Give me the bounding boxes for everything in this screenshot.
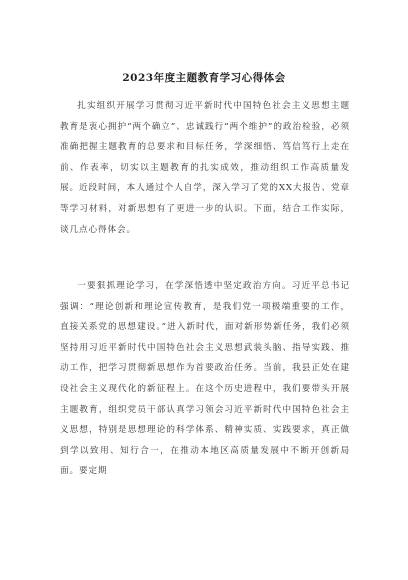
document-title: 2023年度主题教育学习心得体会 [122, 72, 286, 84]
body-paragraph-1: 扎实组织开展学习贯彻习近平新时代中国特色社会主义思想主题教育是衷心拥护“两个确立”、忠诚践行“两个维护”的政治检验，必须准确把握主题教育的总要求和目标任务，学深细悟、笃信笃行上走在前、作表率，切实以主题教育的扎实成效，推动组织工作高质量发展。近段时间，本人通过个人自学，深入学习了党的XX大报告、党章等学习材料，对新思想有了更进一步的认识。下面，结合工作实际，谈几点心得体会。 [60, 101, 350, 235]
body-paragraph-2: 一要狠抓理论学习，在学深悟透中坚定政治方向。习近平总书记强调：“理论创新和理论宣传教育，是我们党一项极端重要的工作，直接关系党的思想建设。”进入新时代，面对新形势新任务，我们必须坚持用习近平新时代中国特色社会主义思想武装头脑、指导实践、推动工作，把学习贯彻新思想作为首要政治任务。当前，我县正处在建设社会主义现代化的新征程上。在这个历史进程中，我们要带头开展主题教育，组织党员干部认真学习领会习近平新时代中国特色社会主义思想，特别是思想理论的科学体系、精神实质、实践要求，真正做到学以致用、知行合一，在推动本地区高质量发展中不断开创新局面。要定期 [60, 281, 350, 477]
